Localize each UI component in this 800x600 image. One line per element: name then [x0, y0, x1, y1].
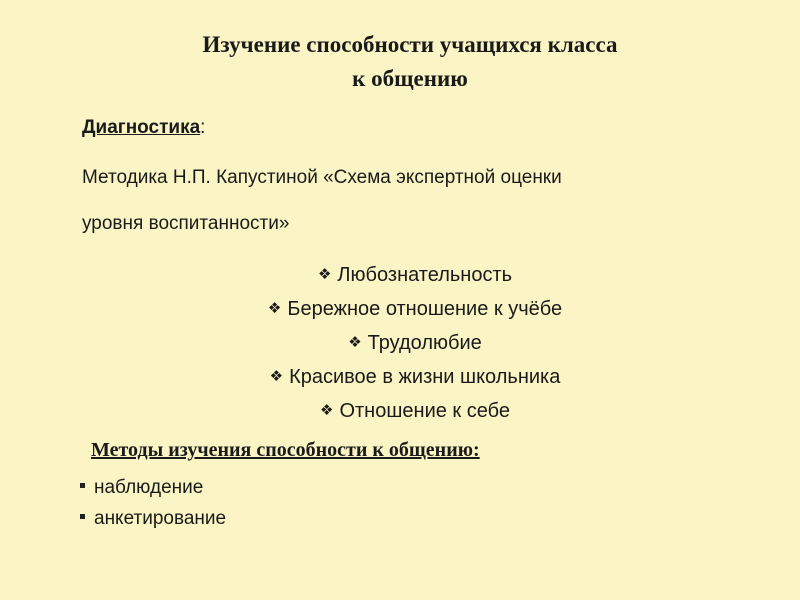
- diagnostics-heading: [82, 117, 205, 139]
- square-bullet-icon: [80, 483, 85, 488]
- criteria-item: [150, 394, 680, 428]
- methods-list-item-label: наблюдение: [94, 477, 204, 498]
- criteria-item-label: Бережное отношение к учёбе: [287, 298, 563, 320]
- diamond-bullet-icon: ❖: [317, 266, 332, 283]
- method-description-line-1: Методика Н.П. Капустиной «Схема экспертной оценки: [82, 167, 562, 188]
- criteria-item-label: Трудолюбие: [367, 332, 482, 354]
- criteria-item: [150, 326, 680, 360]
- square-bullet-icon: [80, 514, 85, 519]
- methods-list-item: [80, 503, 226, 534]
- method-description-line-2: уровня воспитанности»: [82, 213, 290, 234]
- methods-list: [80, 472, 226, 534]
- diamond-bullet-icon: ❖: [267, 300, 282, 317]
- diamond-bullet-icon: ❖: [320, 402, 334, 419]
- criteria-item: [150, 360, 680, 394]
- diamond-bullet-icon: ❖: [269, 368, 284, 385]
- diamond-bullet-icon: ❖: [348, 334, 362, 351]
- criteria-item-label: Отношение к себе: [339, 400, 510, 422]
- criteria-list: [150, 258, 680, 428]
- methods-list-item: [80, 472, 226, 503]
- slide-title-line-2: к общению: [352, 66, 468, 91]
- criteria-item-label: Красивое в жизни школьника: [289, 366, 561, 388]
- criteria-item: [150, 258, 680, 292]
- diagnostics-label: Диагностика: [82, 117, 201, 138]
- methods-list-item-label: анкетирование: [94, 508, 227, 529]
- criteria-item: [150, 292, 680, 326]
- slide-title-line-1: Изучение способности учащихся класса: [202, 32, 618, 57]
- methods-heading: Методы изучения способности к общению:: [91, 439, 480, 461]
- criteria-item-label: Любознательность: [337, 264, 513, 286]
- diagnostics-colon: :: [200, 117, 206, 138]
